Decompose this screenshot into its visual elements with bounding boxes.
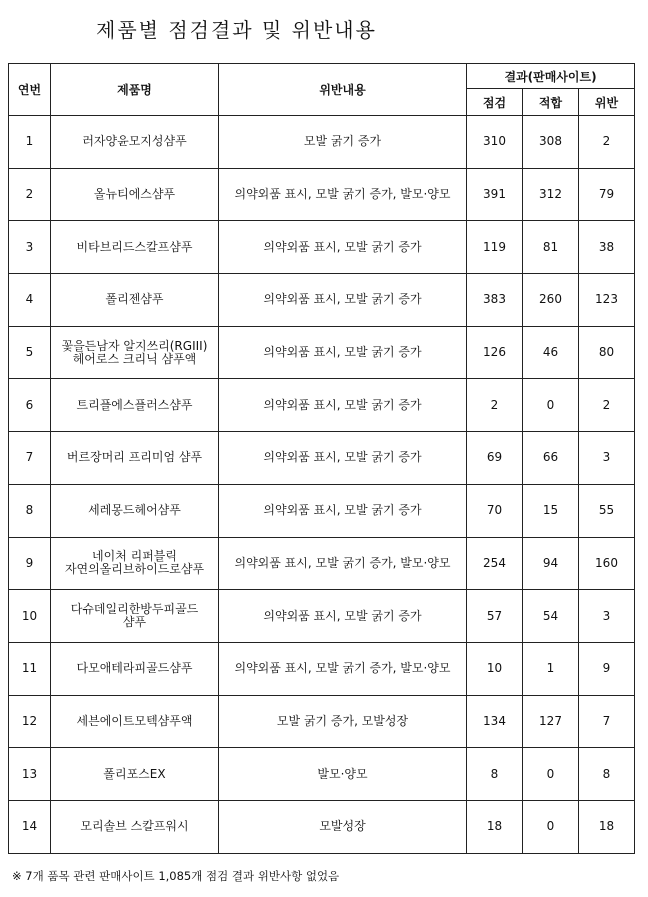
- table-row: [9, 274, 635, 327]
- product-name-line: 트리플에스플러스샴푸: [76, 397, 193, 412]
- row-violation: 모발성장: [219, 800, 467, 853]
- product-name-line: 비타브리드스칼프샴푸: [76, 239, 193, 254]
- row-inspected: 2: [467, 379, 523, 432]
- row-violation: 의약외품 표시, 모발 굵기 증가, 발모·양모: [219, 537, 467, 590]
- table-row: [9, 695, 635, 748]
- row-violating: 80: [579, 326, 635, 379]
- row-inspected: 69: [467, 432, 523, 485]
- product-name-line: 헤어로스 크리닉 샴푸액: [72, 351, 197, 366]
- row-compliant: 127: [523, 695, 579, 748]
- row-compliant: 308: [523, 116, 579, 169]
- footnote: ※ 7개 품목 관련 판매사이트 1,085개 점검 결과 위반사항 없었음: [12, 869, 340, 883]
- table-row: [9, 326, 635, 379]
- row-product: [51, 379, 219, 432]
- row-product: [51, 800, 219, 853]
- row-inspected: 391: [467, 168, 523, 221]
- row-product: [51, 642, 219, 695]
- row-violating: 3: [579, 590, 635, 643]
- product-name-line: 올뉴티에스샴푸: [93, 187, 176, 202]
- product-name-line: 폴리젠샴푸: [105, 292, 164, 307]
- header-inspected: 점검: [467, 89, 523, 116]
- row-violating: 79: [579, 168, 635, 221]
- table-row: [9, 590, 635, 643]
- row-violating: 7: [579, 695, 635, 748]
- row-product: [51, 274, 219, 327]
- row-inspected: 254: [467, 537, 523, 590]
- product-name-line: 세레몽드헤어샴푸: [88, 503, 181, 518]
- row-violating: 2: [579, 379, 635, 432]
- row-inspected: 10: [467, 642, 523, 695]
- table-row: [9, 800, 635, 853]
- product-name-line: 꽃을든남자 알지쓰리(RGIII): [61, 338, 208, 353]
- row-no: 10: [9, 590, 51, 643]
- row-product: [51, 537, 219, 590]
- row-violation: 의약외품 표시, 모발 굵기 증가: [219, 326, 467, 379]
- row-no: 1: [9, 116, 51, 169]
- header-violation: 위반내용: [219, 64, 467, 116]
- row-no: 6: [9, 379, 51, 432]
- product-name-line: 다모애테라피골드샴푸: [76, 661, 193, 676]
- results-table: [8, 63, 635, 854]
- row-compliant: 54: [523, 590, 579, 643]
- row-compliant: 66: [523, 432, 579, 485]
- row-product: [51, 590, 219, 643]
- row-violating: 3: [579, 432, 635, 485]
- row-no: 14: [9, 800, 51, 853]
- row-no: 3: [9, 221, 51, 274]
- row-inspected: 119: [467, 221, 523, 274]
- product-name-line: 샴푸: [122, 615, 147, 630]
- row-violating: 8: [579, 748, 635, 801]
- row-no: 4: [9, 274, 51, 327]
- row-compliant: 0: [523, 379, 579, 432]
- row-no: 5: [9, 326, 51, 379]
- row-no: 13: [9, 748, 51, 801]
- row-violation: 의약외품 표시, 모발 굵기 증가: [219, 379, 467, 432]
- row-violating: 38: [579, 221, 635, 274]
- row-compliant: 312: [523, 168, 579, 221]
- row-product: [51, 695, 219, 748]
- row-product: [51, 221, 219, 274]
- table-row: [9, 537, 635, 590]
- row-product: [51, 168, 219, 221]
- product-name-line: 모리솔브 스칼프워시: [80, 819, 189, 834]
- row-compliant: 1: [523, 642, 579, 695]
- product-name-line: 버르장머리 프리미엄 샴푸: [66, 450, 203, 465]
- header-product: 제품명: [51, 64, 219, 116]
- row-violation: 의약외품 표시, 모발 굵기 증가: [219, 484, 467, 537]
- table-row: [9, 432, 635, 485]
- header-violating: 위반: [579, 89, 635, 116]
- row-violation: 발모·양모: [219, 748, 467, 801]
- table-row: [9, 168, 635, 221]
- row-no: 2: [9, 168, 51, 221]
- row-violation: 모발 굵기 증가, 모발성장: [219, 695, 467, 748]
- row-inspected: 126: [467, 326, 523, 379]
- row-compliant: 46: [523, 326, 579, 379]
- row-violating: 160: [579, 537, 635, 590]
- table-row: [9, 484, 635, 537]
- row-violation: 의약외품 표시, 모발 굵기 증가: [219, 432, 467, 485]
- header-compliant: 적합: [523, 89, 579, 116]
- row-violating: 18: [579, 800, 635, 853]
- product-name-line: 다슈데일리한방두피골드: [70, 602, 199, 617]
- row-violation: 모발 굵기 증가: [219, 116, 467, 169]
- row-inspected: 8: [467, 748, 523, 801]
- row-violating: 2: [579, 116, 635, 169]
- header-no: 연번: [9, 64, 51, 116]
- table-body: [9, 116, 635, 854]
- row-violation: 의약외품 표시, 모발 굵기 증가: [219, 221, 467, 274]
- row-product: [51, 484, 219, 537]
- row-inspected: 70: [467, 484, 523, 537]
- header-result-group: 결과(판매사이트): [467, 64, 635, 89]
- row-product: [51, 748, 219, 801]
- row-compliant: 0: [523, 748, 579, 801]
- row-inspected: 383: [467, 274, 523, 327]
- row-product: [51, 432, 219, 485]
- row-violation: 의약외품 표시, 모발 굵기 증가, 발모·양모: [219, 642, 467, 695]
- table-row: [9, 221, 635, 274]
- row-inspected: 18: [467, 800, 523, 853]
- row-compliant: 260: [523, 274, 579, 327]
- table-row: [9, 379, 635, 432]
- row-product: [51, 326, 219, 379]
- row-inspected: 134: [467, 695, 523, 748]
- row-product: [51, 116, 219, 169]
- row-violating: 123: [579, 274, 635, 327]
- row-no: 9: [9, 537, 51, 590]
- product-name-line: 자연의올리브하이드로샴푸: [64, 562, 205, 577]
- row-compliant: 0: [523, 800, 579, 853]
- row-no: 7: [9, 432, 51, 485]
- product-name-line: 세븐에이트모텍샴푸액: [76, 713, 193, 728]
- row-inspected: 57: [467, 590, 523, 643]
- row-violation: 의약외품 표시, 모발 굵기 증가: [219, 274, 467, 327]
- row-violation: 의약외품 표시, 모발 굵기 증가, 발모·양모: [219, 168, 467, 221]
- row-compliant: 15: [523, 484, 579, 537]
- row-no: 8: [9, 484, 51, 537]
- row-no: 12: [9, 695, 51, 748]
- table-row: [9, 642, 635, 695]
- table-row: [9, 748, 635, 801]
- row-violating: 9: [579, 642, 635, 695]
- product-name-line: 폴리포스EX: [103, 766, 166, 781]
- row-compliant: 94: [523, 537, 579, 590]
- row-compliant: 81: [523, 221, 579, 274]
- row-violation: 의약외품 표시, 모발 굵기 증가: [219, 590, 467, 643]
- page-title: 제품별 점검결과 및 위반내용: [96, 18, 377, 42]
- table-row: [9, 116, 635, 169]
- row-inspected: 310: [467, 116, 523, 169]
- product-name-line: 러자양윤모지성샴푸: [82, 134, 187, 149]
- row-no: 11: [9, 642, 51, 695]
- row-violating: 55: [579, 484, 635, 537]
- product-name-line: 네이처 리퍼블릭: [92, 549, 177, 564]
